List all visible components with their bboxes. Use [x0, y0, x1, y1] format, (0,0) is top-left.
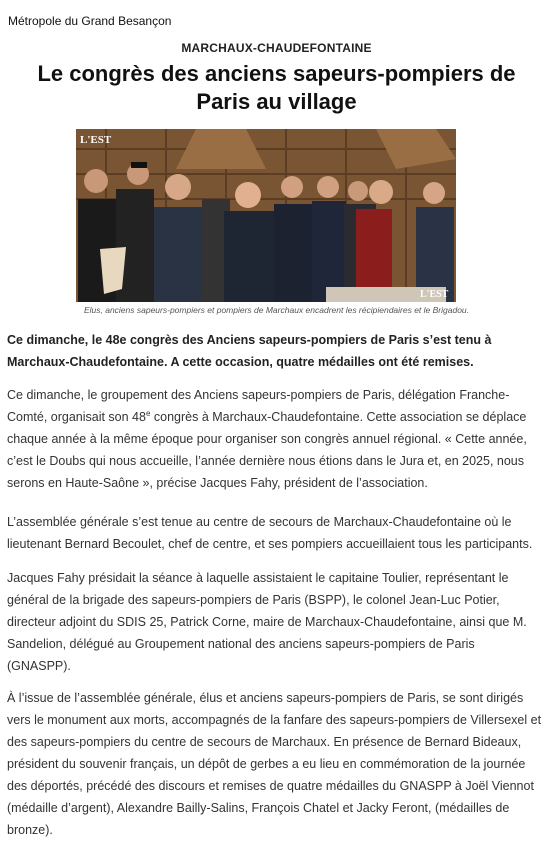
paragraph-1-before: Ce dimanche, le groupement des Anciens sapeurs-pompiers de Paris, délégation Franche-Comté, organisait son 48: [7, 388, 510, 424]
paragraph-1-after: congrès à Marchaux-Chaudefontaine. Cette association se déplace chaque année à la même époque pour organiser son congrès annuel régional. « Cette année, c’est le Doubs qui nous accueille, l’année dernière nous étions dans le Jura et, en 2025, nous serons en Haute-Saône », précise Jacques Fahy, président de l’association.: [7, 410, 527, 490]
location-kicker: MARCHAUX-CHAUDEFONTAINE: [181, 41, 372, 55]
article-lead: Ce dimanche, le 48e congrès des Anciens sapeurs-pompiers de Paris s’est tenu à Marchaux-Chaudefontaine. A cette occasion, quatre médailles ont été remises.: [7, 333, 492, 369]
paragraph-4: À l’issue de l’assemblée générale, élus et anciens sapeurs-pompiers de Paris, se sont dirigés vers le monument aux morts, accompagnés de la fanfare des sapeurs-pompiers de Villersexel et des sapeurs-pompiers du centre de secours de Marchaux. En présence de Bernard Bideaux, président du souvenir français, un dépôt de gerbes a eu lieu en commémoration de la journée des déportés, précédé des discours et remises de quatre médailles du GNASPP à Joël Viennot (médaille d’argent), Alexandre Bailly-Salins, François Chatel et Jacky Feront, (médailles de bronze).: [7, 691, 542, 837]
paragraph-1: [7, 384, 542, 494]
photo-watermark: L'EST: [80, 134, 112, 146]
source-label: Métropole du Grand Besançon: [8, 14, 172, 28]
paragraph-1-sup: e: [145, 408, 151, 418]
article-headline: Le congrès des anciens sapeurs-pompiers de Paris au village: [37, 61, 516, 114]
paragraph-3: Jacques Fahy présidait la séance à laquelle assistaient le capitaine Toulier, représentant le général de la brigade des sapeurs-pompiers de Paris (BSPP), le colonel Jean-Luc Potier, directeur adjoint du SDIS 25, Patrick Corne, maire de Marchaux-Chaudefontaine, ainsi que M. Sandelion, délégué au Groupement national des anciens sapeurs-pompiers de Paris (GNASPP).: [7, 571, 527, 673]
paragraph-2: L’assemblée générale s’est tenue au centre de secours de Marchaux-Chaudefontaine où le lieutenant Bernard Becoulet, chef de centre, et ses pompiers accueillaient tous les participants.: [7, 515, 533, 551]
photo-caption: Elus, anciens sapeurs-pompiers et pompiers de Marchaux encadrent les récipiendaires et le Brigadou.: [83, 305, 470, 315]
group-photo-illustration: [76, 129, 456, 302]
article-photo: [76, 129, 456, 302]
photo-watermark-bottom: L'EST: [420, 289, 449, 300]
